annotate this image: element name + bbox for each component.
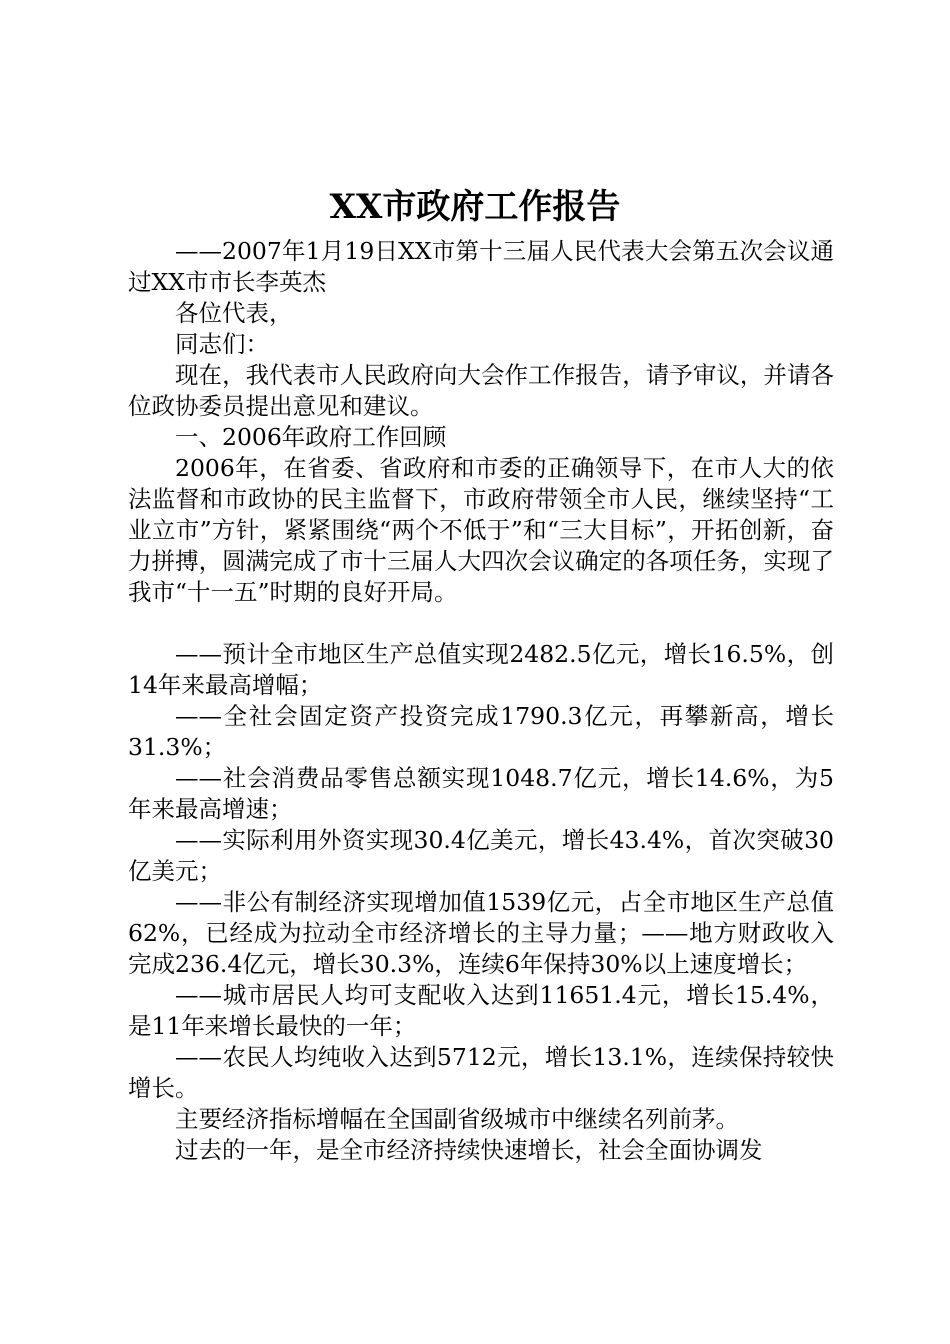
past-year-paragraph: 过去的一年，是全市经济持续快速增长，社会全面协调发 <box>175 1136 763 1164</box>
indicator-gdp: ——预计全市地区生产总值实现2482.5亿元，增长16.5%，创14年来最高增幅； <box>128 640 834 699</box>
indicator-foreign-investment: ——实际利用外资实现30.4亿美元，增长43.4%，首次突破30亿美元； <box>128 826 834 885</box>
review-summary-paragraph: 2006年，在省委、省政府和市委的正确领导下，在市人大的依法监督和市政协的民主监督下，市政府带领全市人民，继续坚持“工业立市”方针，紧紧围绕“两个不低于”和“三大目标”，开拓创新，奋力拼搏，圆满完成了市十三届人大四次会议确定的各项任务，实现了我市“十一五”时期的良好开局。 <box>128 454 834 606</box>
salutation-comrades: 同志们： <box>175 330 269 358</box>
opening-paragraph: 现在，我代表市人民政府向大会作工作报告，请予审议，并请各位政协委员提出意见和建议。 <box>128 361 834 420</box>
section-heading-review: 一、2006年政府工作回顾 <box>175 423 447 451</box>
indicator-fixed-investment: ——全社会固定资产投资完成1790.3亿元，再攀新高，增长31.3%； <box>128 702 834 761</box>
document-body <box>128 236 834 1166</box>
document-title: XX市政府工作报告 <box>329 187 621 227</box>
subtitle-paragraph: ——2007年1月19日XX市第十三届人民代表大会第五次会议通过XX市市长李英杰 <box>128 237 834 296</box>
indicator-rural-income: ——农民人均纯收入达到5712元，增长13.1%，连续保持较快增长。 <box>128 1043 834 1102</box>
ranking-paragraph: 主要经济指标增幅在全国副省级城市中继续名列前茅。 <box>175 1105 739 1133</box>
indicator-urban-income: ——城市居民人均可支配收入达到11651.4元，增长15.4%，是11年来增长最快的一年； <box>128 981 834 1040</box>
salutation-delegates: 各位代表， <box>175 299 293 327</box>
indicator-retail-sales: ——社会消费品零售总额实现1048.7亿元，增长14.6%，为5年来最高增速； <box>128 764 834 823</box>
indicator-private-economy: ——非公有制经济实现增加值1539亿元，占全市地区生产总值62%，已经成为拉动全市经济增长的主导力量；——地方财政收入完成236.4亿元，增长30.3%，连续6年保持30%以上速度增长； <box>128 888 834 978</box>
